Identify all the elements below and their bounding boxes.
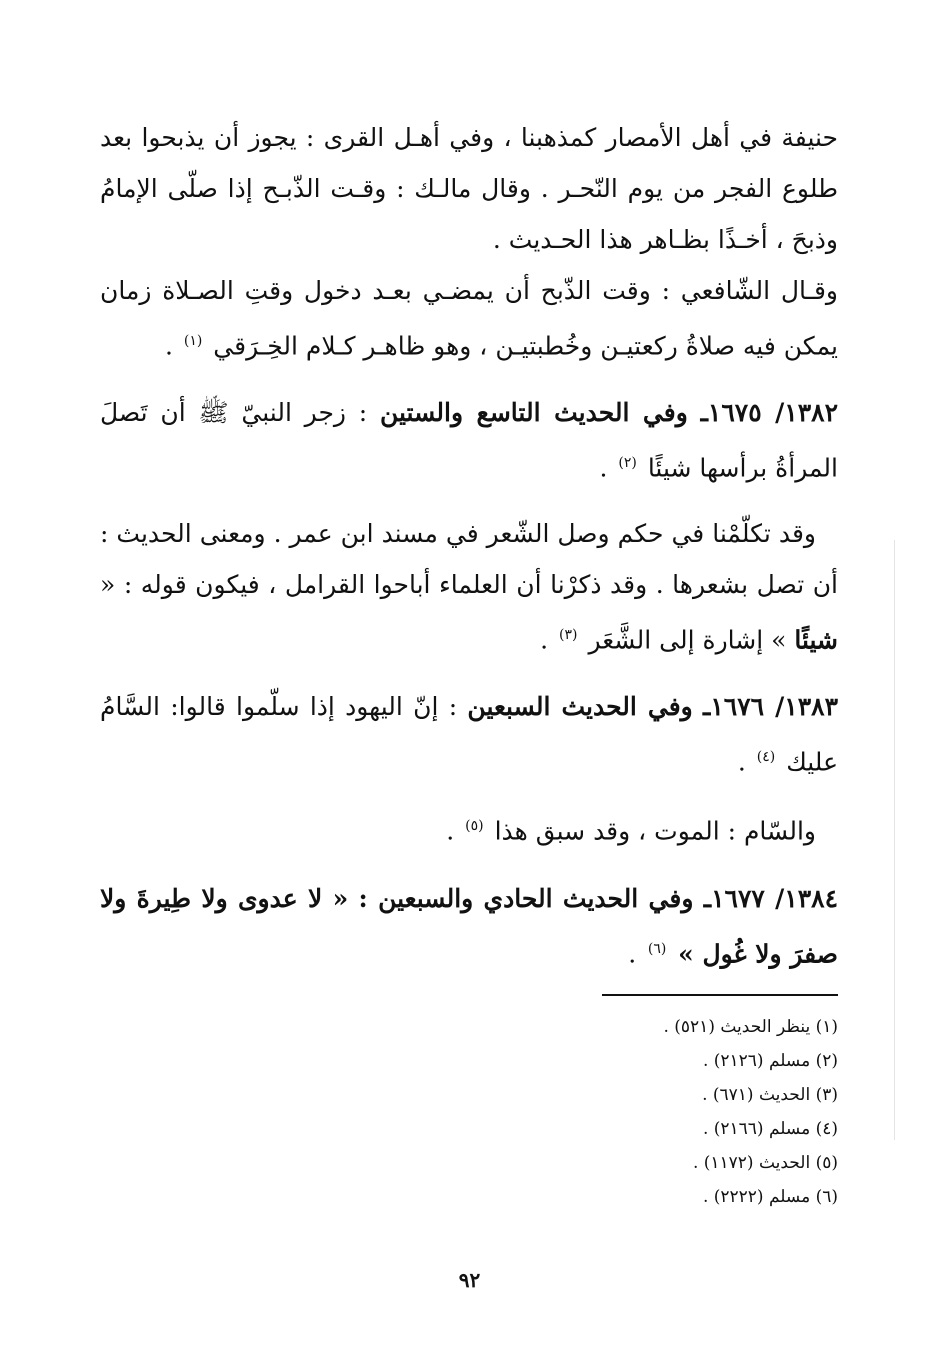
footnote-2: (٢) مسلم (٢١٢٦) .: [702, 1051, 838, 1071]
footnotes: [438, 1010, 838, 1214]
hadith-1383-title: وفي الحديث السبعين: [467, 691, 693, 721]
hadith-1384-number: ١٣٨٤/ ١٦٧٧ـ: [703, 883, 838, 913]
hadith-1383-number: ١٣٨٣/ ١٦٧٦ـ: [703, 691, 838, 721]
paragraph-2: [100, 265, 838, 371]
page-number: ٩٢: [458, 1268, 481, 1292]
paragraph-2-end: .: [164, 331, 173, 361]
page-body: [100, 112, 838, 979]
hadith-1382-number: ١٣٨٢/ ١٦٧٥ـ: [700, 398, 839, 428]
footnote-ref-1[interactable]: (١): [183, 333, 203, 349]
hadith-1382-end: .: [599, 453, 608, 483]
footnote-3: (٣) الحديث (٦٧١) .: [702, 1085, 838, 1105]
footnote-6: (٦) مسلم (٢٢٢٢) .: [702, 1187, 838, 1207]
footnote-4: (٤) مسلم (٢١٦٦) .: [702, 1119, 838, 1139]
footnote-ref-2[interactable]: (٢): [618, 455, 637, 472]
paragraph-4: [100, 801, 838, 856]
hadith-1384-end: .: [628, 938, 637, 968]
paragraph-3-bold-word: شيئًا: [794, 624, 838, 654]
paragraph-3-text-b: » إشارة إلى الشَّعَر: [588, 624, 787, 654]
paragraph-4-text: والسّام : الموت ، وقد سبق هذا: [494, 816, 816, 846]
paragraph-1: [100, 112, 838, 265]
paragraph-3: [100, 508, 838, 665]
hadith-1383-text: : إنّ اليهود إذا سلّموا قالوا: السَّامُ عليك: [100, 691, 838, 777]
hadith-1382: [100, 387, 838, 493]
hadith-1382-title: وفي الحديث التاسع والستين: [379, 398, 688, 428]
hadith-1383-end: .: [737, 747, 746, 777]
hadith-1383: [100, 681, 838, 787]
hadith-1384: [100, 873, 838, 979]
hadith-1384-title: وفي الحديث الحادي والسبعين :: [358, 883, 694, 913]
footnote-ref-4[interactable]: (٤): [756, 748, 776, 765]
footnote-5: (٥) الحديث (١١٧٢) .: [692, 1153, 838, 1173]
paragraph-2-text: وقـال الشّافعي : وقت الذّبح أن يمضـي بعـد دخول وقتِ الصـلاة زمان يمكن فيه صلاةُ ركعتيـن وخُطبتيـن ، وهو ظاهـر كـلام الخِـرَقي: [100, 276, 838, 361]
footnote-separator: [602, 994, 838, 996]
footnote-1: (١) ينظر الحديث (٥٢١) .: [663, 1017, 838, 1037]
paragraph-3-end: .: [540, 624, 549, 654]
paragraph-1-text: حنيفة في أهل الأمصار كمذهبنا ، وفي أهـل القرى : يجوز أن يذبحوا بعد طلوع الفجر من يوم النّحـر . وقال مالـك : وقـت الذّبـح إذا صلّى الإمامُ وذبحَ ، أخـذًا بظـاهر هذا الحـديث .: [100, 123, 838, 254]
footnote-ref-6[interactable]: (٦): [647, 940, 667, 957]
paragraph-3-text-a: وقد تكلّمْنا في حكم وصل الشّعر في مسند ابن عمر . ومعنى الحديث : أن تصل بشعرها . وقد ذكرْنا أن العلماء أباحوا القرامل ، فيكون قوله : «: [100, 518, 838, 599]
footnote-ref-5[interactable]: (٥): [465, 818, 484, 835]
paragraph-4-end: .: [446, 816, 455, 846]
scan-edge-line: [894, 540, 895, 1140]
footnote-ref-3[interactable]: (٣): [559, 626, 578, 643]
hadith-1382-text: : زجر النبيّ ﷺ أن تَصلَ المرأةُ برأسها شيئًا: [100, 398, 838, 483]
hadith-1384-text: « لا عدوى ولا طِيرةَ ولا صفرَ ولا غُول »: [100, 883, 838, 968]
